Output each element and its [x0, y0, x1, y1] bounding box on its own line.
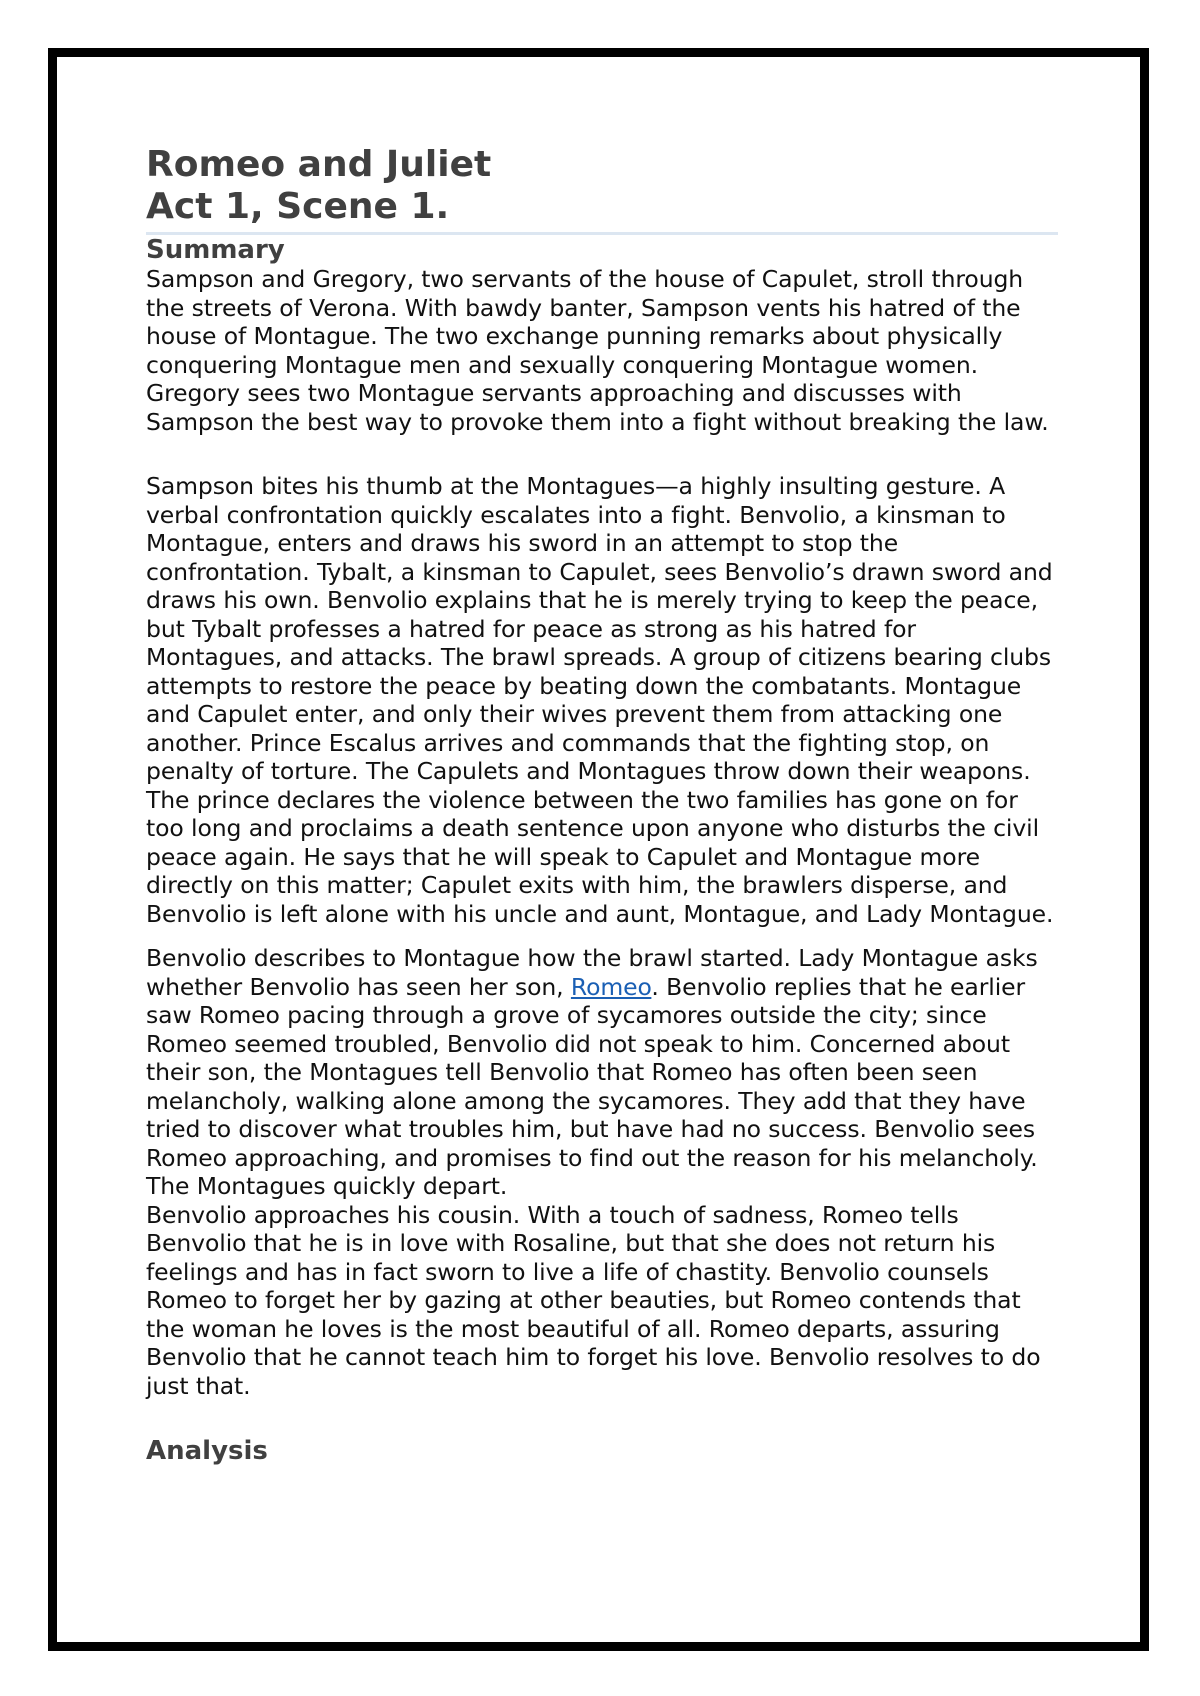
summary-heading: Summary: [146, 235, 285, 265]
paragraph-3-text-start: Benvolio describes to Montague how the brawl started. Lady Montague asks whether Benvolio has seen her son,: [146, 944, 1038, 1001]
paragraph-spacer: [146, 928, 1058, 944]
summary-paragraph-2: Sampson bites his thumb at the Montagues—a highly insulting gesture. A verbal confrontation quickly escalates into a fight. Benvolio, a kinsman to Montague, enters and draws his sword in an attempt to stop the confrontation. Tybalt, a kinsman to Capulet, sees Benvolio’s drawn sword and draws his own. Benvolio explains that he is merely trying to keep the peace, but Tybalt professes a hatred for peace as strong as his hatred for Montagues, and attacks. The brawl spreads. A group of citizens bearing clubs attempts to restore the peace by beating down the combatants. Montague and Capulet enter, and only their wives prevent them from attacking one another. Prince Escalus arrives and commands that the fighting stop, on penalty of torture. The Capulets and Montagues throw down their weapons. The prince declares the violence between the two families has gone on for too long and proclaims a death sentence upon anyone who disturbs the civil peace again. He says that he will speak to Capulet and Montague more directly on this matter; Capulet exits with him, the brawlers disperse, and Benvolio is left alone with his uncle and aunt, Montague, and Lady Montague.: [146, 472, 1054, 928]
summary-paragraph-4: Benvolio approaches his cousin. With a touch of sadness, Romeo tells Benvolio that he is in love with Rosaline, but that she does not return his feelings and has in fact sworn to live a life of chastity. Benvolio counsels Romeo to forget her by gazing at other beauties, but Romeo contends that the woman he loves is the most beautiful of all. Romeo departs, assuring Benvolio that he cannot teach him to forget his love. Benvolio resolves to do just that.: [146, 1200, 1041, 1400]
document-title: Romeo and Juliet: [146, 144, 492, 185]
paragraph-spacer: [146, 436, 1058, 472]
document-subtitle: Act 1, Scene 1.: [146, 186, 450, 227]
document-content: [146, 144, 1058, 1466]
paragraph-3-text-end: . Benvolio replies that he earlier saw Romeo pacing through a grove of sycamores outside the city; since Romeo seemed troubled, Benvolio did not speak to him. Concerned about their son, the Montagues tell Benvolio that Romeo has often been seen melancholy, walking alone among the sycamores. They add that they have tried to discover what troubles him, but have had no success. Benvolio sees Romeo approaching, and promises to find out the reason for his melancholy. The Montagues quickly depart.: [146, 972, 1038, 1200]
summary-paragraph-1: Sampson and Gregory, two servants of the house of Capulet, stroll through the streets of Verona. With bawdy banter, Sampson vents his hatred of the house of Montague. The two exchange punning remarks about physically conquering Montague men and sexually conquering Montague women. Gregory sees two Montague servants approaching and discusses with Sampson the best way to provoke them into a fight without breaking the law.: [146, 265, 1049, 436]
paragraph-spacer: [146, 1400, 1058, 1436]
romeo-link[interactable]: Romeo: [570, 972, 652, 1001]
analysis-heading: Analysis: [146, 1436, 268, 1466]
summary-paragraph-3: [146, 944, 1058, 1201]
